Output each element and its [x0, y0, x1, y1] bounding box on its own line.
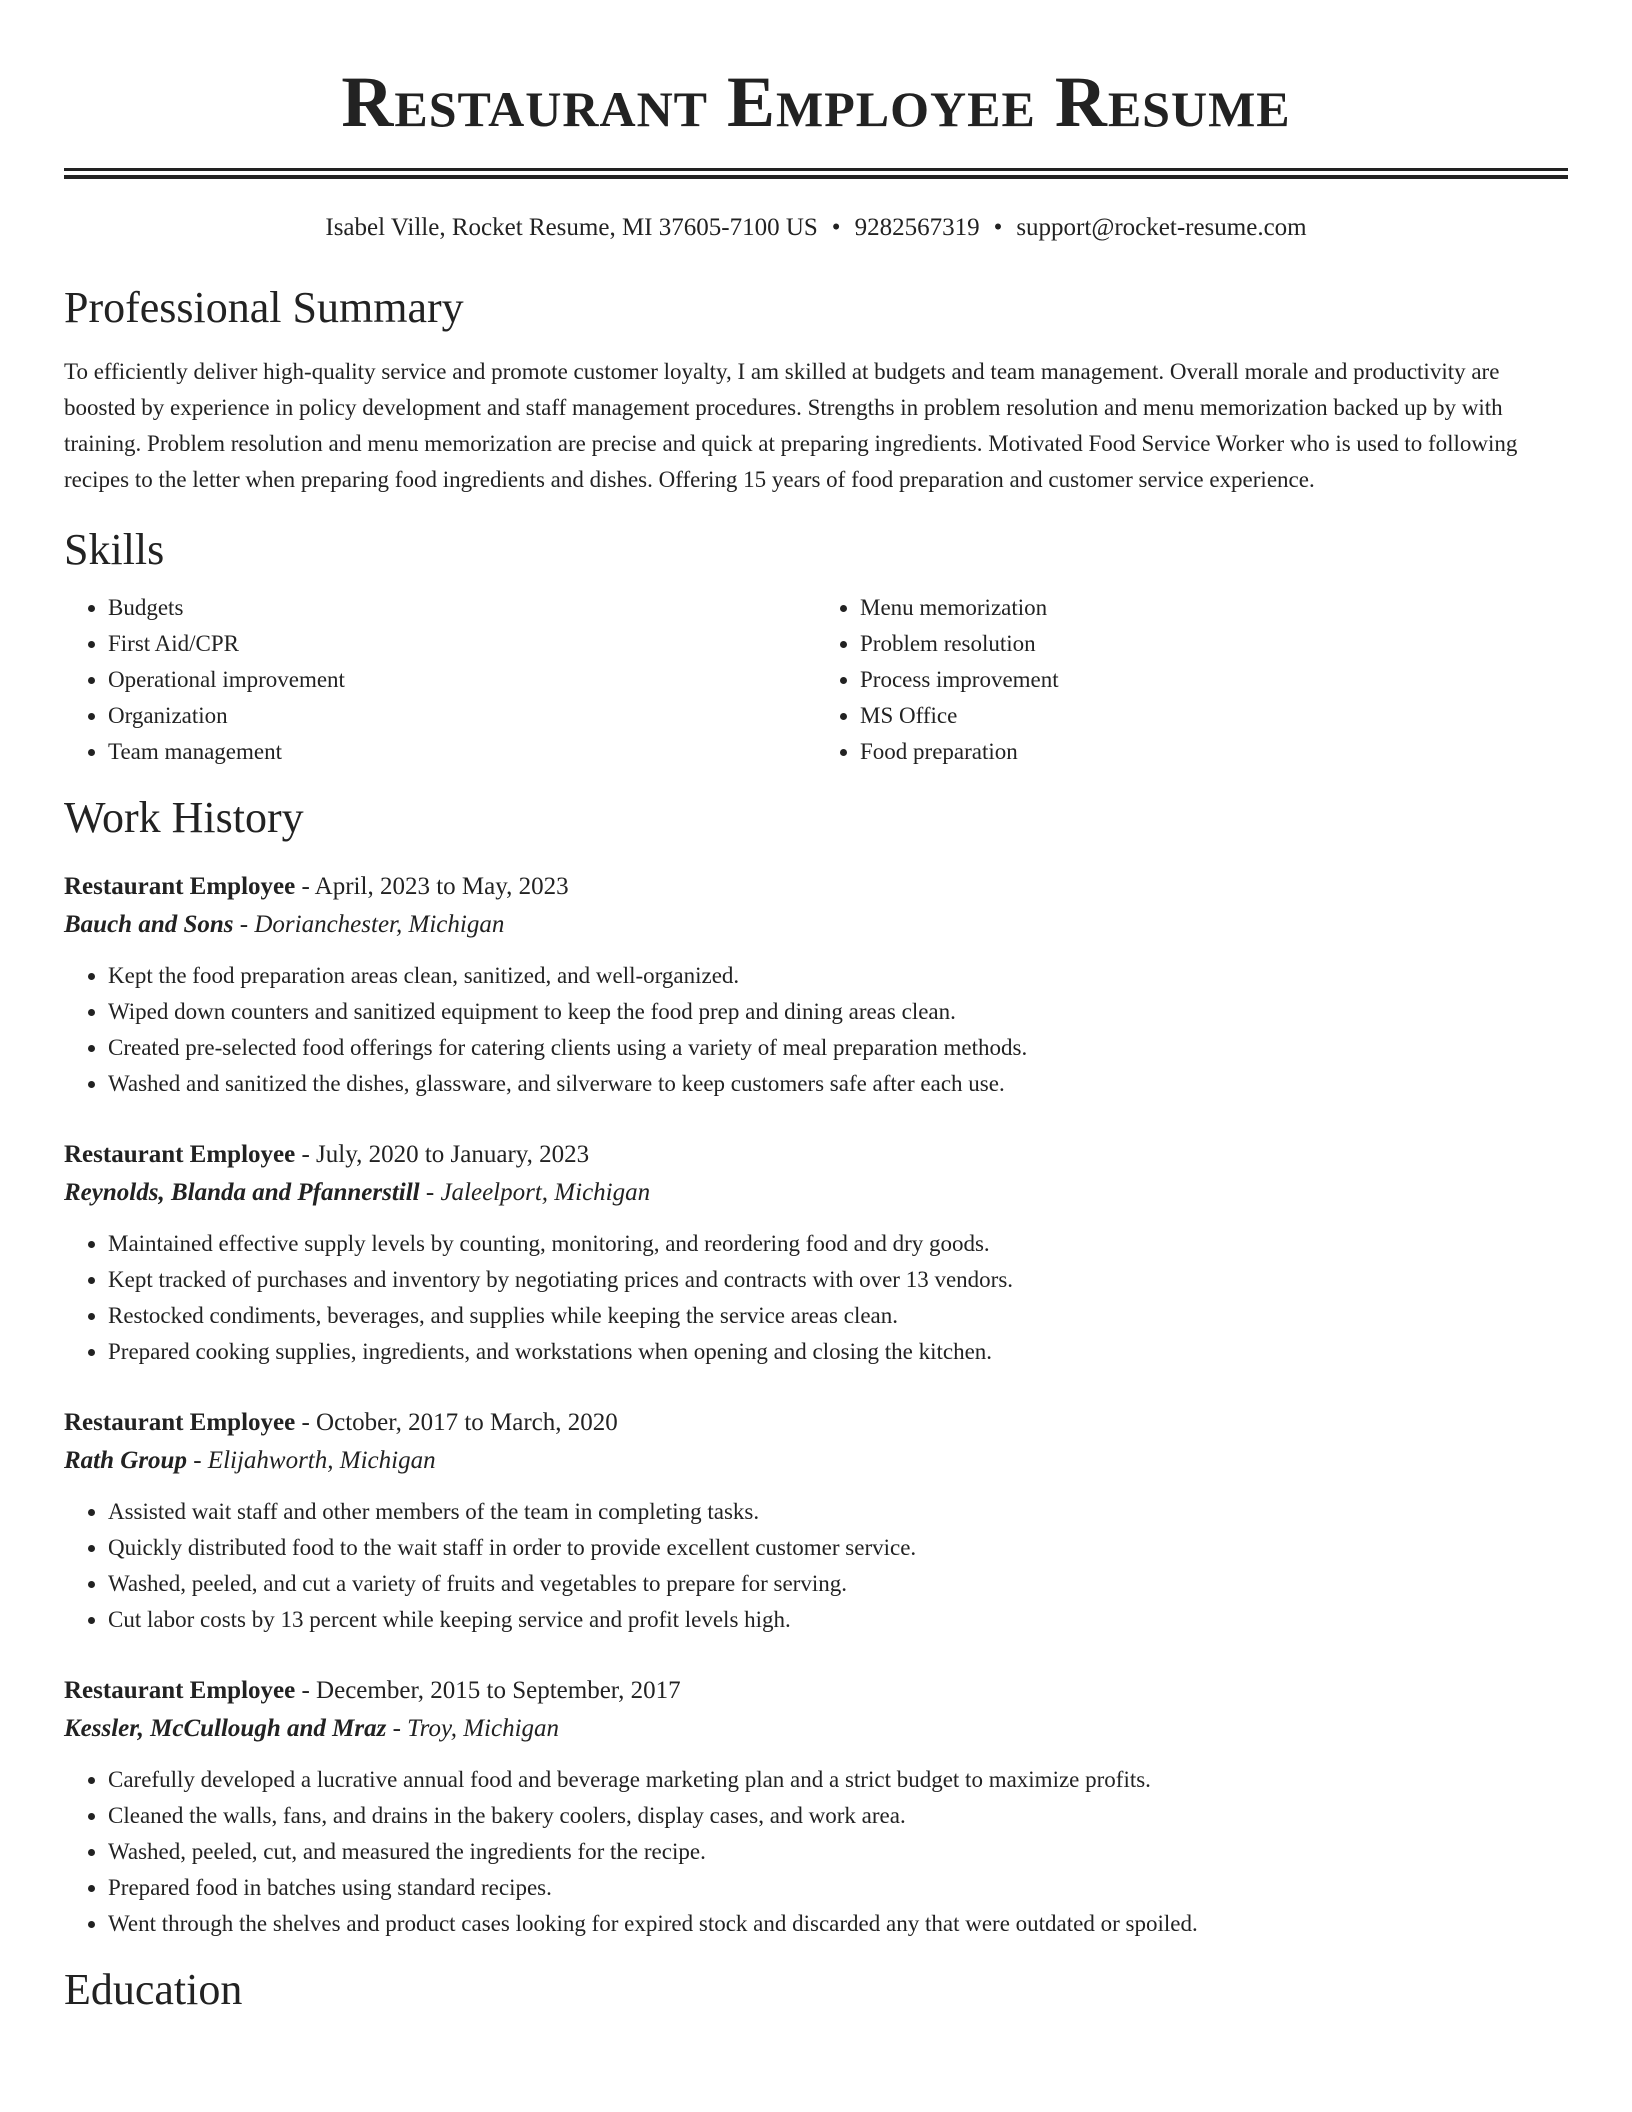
skill-item: • Menu memorization [860, 590, 1568, 626]
contact-phone: 9282567319 [854, 214, 980, 241]
job-company: Kessler, McCullough and Mraz [64, 1715, 387, 1742]
job-company-line [64, 1174, 1568, 1212]
job-location: - Jaleelport, Michigan [419, 1179, 651, 1206]
job-bullets [64, 1762, 1568, 1942]
job-bullet: • Kept the food preparation areas clean, sanitized, and well-organized. [108, 958, 1568, 994]
job-bullet: • Created pre-selected food offerings for catering clients using a variety of meal preparation methods. [108, 1030, 1568, 1066]
job-bullets [64, 1494, 1568, 1638]
skills-column-right [816, 590, 1568, 770]
skill-item: • MS Office [860, 698, 1568, 734]
job-title: Restaurant Employee [64, 1409, 296, 1436]
job-bullet: • Wiped down counters and sanitized equipment to keep the food prep and dining areas clean. [108, 994, 1568, 1030]
job-bullet: • Carefully developed a lucrative annual food and beverage marketing plan and a strict budget to maximize profits. [108, 1762, 1568, 1798]
job-bullet: • Cleaned the walls, fans, and drains in the bakery coolers, display cases, and work area. [108, 1798, 1568, 1834]
job-company: Rath Group [64, 1447, 187, 1474]
job-bullet: • Washed, peeled, and cut a variety of fruits and vegetables to prepare for serving. [108, 1566, 1568, 1602]
job-location: - Dorianchester, Michigan [233, 911, 505, 938]
contact-line [64, 212, 1568, 244]
job-title-line [64, 1404, 1568, 1442]
job-dates: - October, 2017 to March, 2020 [295, 1409, 618, 1436]
resume-title: Restaurant Employee Resume [341, 62, 1291, 142]
job-bullet: • Went through the shelves and product cases looking for expired stock and discarded any that were outdated or spoiled. [108, 1906, 1568, 1942]
job-bullet: • Restocked condiments, beverages, and supplies while keeping the service areas clean. [108, 1298, 1568, 1334]
job-bullet: • Prepared food in batches using standard recipes. [108, 1870, 1568, 1906]
skill-item: • Operational improvement [108, 662, 816, 698]
job-entry [64, 1672, 1568, 1942]
job-company: Reynolds, Blanda and Pfannerstill [64, 1179, 420, 1206]
job-dates: - April, 2023 to May, 2023 [295, 873, 569, 900]
job-bullets [64, 958, 1568, 1102]
job-company-line [64, 1710, 1568, 1748]
job-entry [64, 868, 1568, 1102]
job-bullet: • Quickly distributed food to the wait staff in order to provide excellent customer service. [108, 1530, 1568, 1566]
job-title-line [64, 868, 1568, 906]
job-bullet: • Assisted wait staff and other members of the team in completing tasks. [108, 1494, 1568, 1530]
job-dates: - July, 2020 to January, 2023 [295, 1141, 590, 1168]
job-title-line [64, 1136, 1568, 1174]
job-title-line [64, 1672, 1568, 1710]
job-bullets [64, 1226, 1568, 1370]
job-dates: - December, 2015 to September, 2017 [295, 1677, 681, 1704]
job-bullet: • Maintained effective supply levels by counting, monitoring, and reordering food and dry goods. [108, 1226, 1568, 1262]
skill-item: • Process improvement [860, 662, 1568, 698]
job-bullet: • Washed and sanitized the dishes, glassware, and silverware to keep customers safe after each use. [108, 1066, 1568, 1102]
title-divider [64, 168, 1568, 179]
skill-item: • Problem resolution [860, 626, 1568, 662]
work-history-heading: Work History [64, 793, 304, 842]
job-title: Restaurant Employee [64, 1141, 296, 1168]
contact-address: Isabel Ville, Rocket Resume, MI 37605-7100 US [325, 214, 818, 241]
job-entry [64, 1404, 1568, 1638]
skills-column-left [64, 590, 816, 770]
skill-item: • Team management [108, 734, 816, 770]
skill-item: • Budgets [108, 590, 816, 626]
job-title: Restaurant Employee [64, 1677, 296, 1704]
job-bullet: • Prepared cooking supplies, ingredients, and workstations when opening and closing the kitchen. [108, 1334, 1568, 1370]
job-company: Bauch and Sons [64, 911, 234, 938]
skill-item: • Organization [108, 698, 816, 734]
job-location: - Elijahworth, Michigan [186, 1447, 436, 1474]
job-bullet: • Cut labor costs by 13 percent while keeping service and profit levels high. [108, 1602, 1568, 1638]
skill-item: • Food preparation [860, 734, 1568, 770]
summary-heading: Professional Summary [64, 283, 464, 332]
job-company-line [64, 906, 1568, 944]
contact-email: support@rocket-resume.com [1016, 214, 1307, 241]
job-location: - Troy, Michigan [386, 1715, 560, 1742]
skills-list [64, 590, 1568, 770]
job-company-line [64, 1442, 1568, 1480]
contact-separator: • [831, 214, 841, 241]
summary-text: To efficiently deliver high-quality service and promote customer loyalty, I am skilled at budgets and team management. Overall morale and productivity are boosted by experience in policy development and staff management procedures. Strengths in problem resolution and menu memorization backed up by with training. Problem resolution and menu memorization are precise and quick at preparing ingredients. Motivated Food Service Worker who is used to following recipes to the letter when preparing food ingredients and dishes. Offering 15 years of food preparation and customer service experience. [64, 359, 1518, 492]
job-bullet: • Washed, peeled, cut, and measured the ingredients for the recipe. [108, 1834, 1568, 1870]
skills-heading: Skills [64, 525, 165, 574]
education-heading: Education [64, 1965, 243, 2014]
job-title: Restaurant Employee [64, 873, 296, 900]
contact-separator: • [993, 214, 1003, 241]
skill-item: • First Aid/CPR [108, 626, 816, 662]
job-bullet: • Kept tracked of purchases and inventory by negotiating prices and contracts with over 13 vendors. [108, 1262, 1568, 1298]
job-entry [64, 1136, 1568, 1370]
